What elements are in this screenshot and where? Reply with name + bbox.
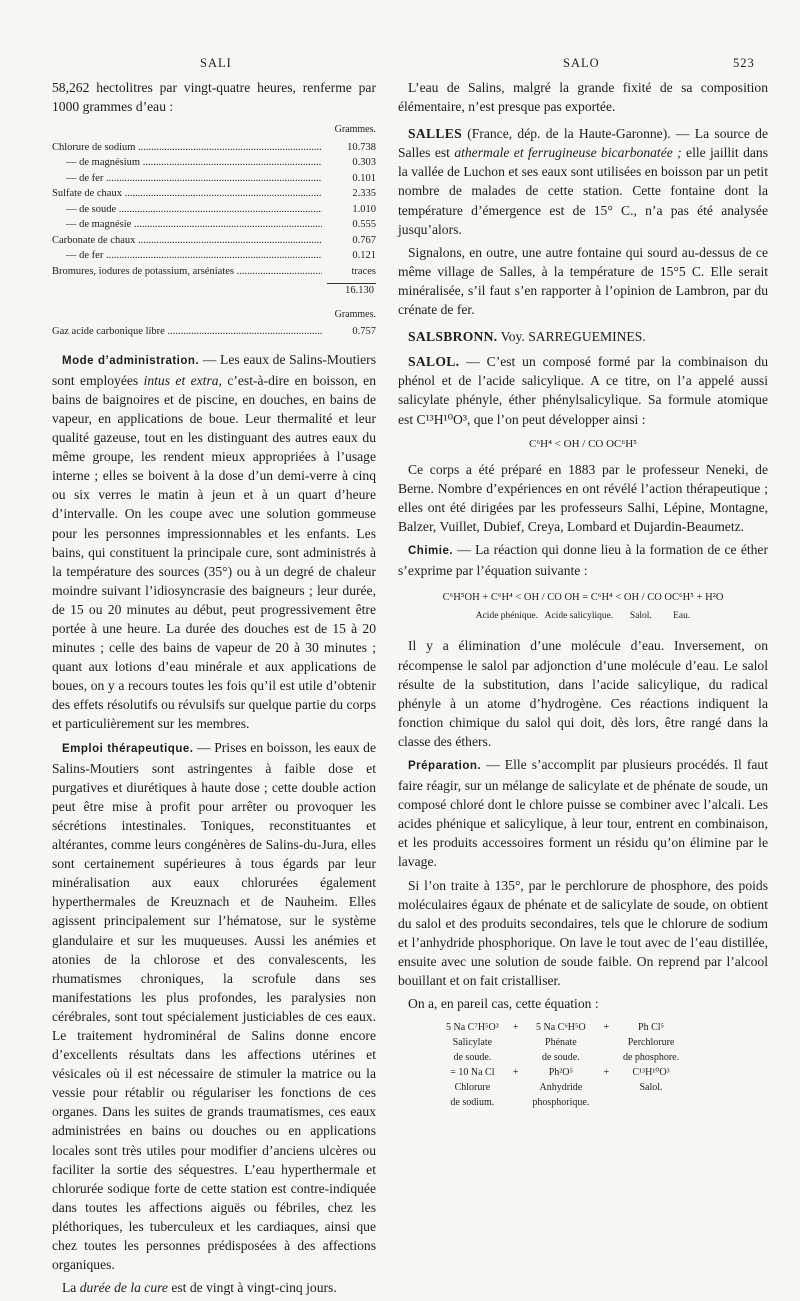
equation-cell: 5 Na C⁶H⁵O bbox=[535, 1022, 586, 1034]
table-row-value: 1.010 bbox=[352, 203, 376, 215]
table-row-value: 0.101 bbox=[352, 172, 376, 184]
salles-emphasis: athermale et ferrugineuse bicarbonatée ; bbox=[454, 145, 682, 161]
equation-labels bbox=[398, 607, 768, 626]
equation-cell: phosphorique. bbox=[532, 1097, 590, 1109]
equation-cell: + bbox=[512, 1022, 519, 1034]
equation-cell: + bbox=[603, 1067, 609, 1079]
table-row bbox=[52, 233, 376, 249]
chimie-text: — La réaction qui donne lieu à la formation de ce éther s’exprime par l’équation suivante : bbox=[398, 542, 768, 579]
neneki-paragraph: Ce corps a été préparé en 1883 par le professeur Neneki, de Berne. Nombre d’expériences en ont révélé l’action thérapeutique ; elles ont été dirigées par les professeurs Salhi, Lépine, Montagne, Balzer, Vuillet, Dubief, Creya, Lombard et Dujardin-Beaumetz. bbox=[398, 461, 768, 534]
equation-row bbox=[440, 1096, 685, 1109]
composition-table bbox=[52, 122, 376, 340]
table-unit: Grammes. bbox=[334, 124, 376, 136]
equation-cell: Salol. bbox=[639, 1082, 663, 1094]
equation-cell: de soude. bbox=[541, 1052, 580, 1064]
table-row-name: — de magnésium ..... bbox=[52, 155, 322, 171]
intro-paragraph: 58,262 hectolitres par vingt-quatre heures, renferme par 1000 grammes d’eau : bbox=[52, 80, 376, 115]
equation-label: Eau. bbox=[673, 611, 691, 622]
equation-cell: 5 Na C⁷H⁵O³ bbox=[446, 1022, 499, 1034]
therapeutic-paragraph bbox=[52, 738, 376, 1275]
equation-cell bbox=[597, 1036, 615, 1049]
cure-text-a: La bbox=[62, 1280, 80, 1296]
salol-entry bbox=[398, 352, 768, 428]
chimie-paragraph bbox=[398, 540, 768, 580]
equation-intro: On a, en pareil cas, cette équation : bbox=[408, 996, 599, 1012]
page-number: 523 bbox=[733, 56, 755, 70]
equation-row bbox=[440, 1066, 685, 1079]
elimination-paragraph: Il y a élimination d’une molécule d’eau. Inversement, on récompense le salol par adjonction d’une molécule d’eau. Le salol résulte de la substitution, dans l’acide salicylique, du radical phényle à un atome d’hydrogène. Ces réactions indiquent la fonction chimique du salol qui doit, dès lors, être rangé dans la classe des éthers. bbox=[398, 638, 768, 749]
table-rows bbox=[52, 140, 376, 280]
administration-heading: Mode d’administration. bbox=[62, 354, 200, 367]
equation-cell: Perchlorure bbox=[627, 1037, 675, 1049]
chimie-heading: Chimie. bbox=[408, 545, 454, 558]
chemical-equation-table bbox=[438, 1019, 687, 1111]
equation-label: Acide phénique. bbox=[475, 611, 538, 622]
table-row bbox=[52, 140, 376, 156]
table-row-value: 0.555 bbox=[352, 219, 376, 231]
equation-cell bbox=[507, 1051, 525, 1064]
equation-cell: = 10 Na Cl bbox=[450, 1067, 495, 1079]
right-column bbox=[398, 78, 768, 1111]
salol-text: — C’est un composé formé par la combinaison du phénol et de l’acide salicylique. A ce titre, on l’a appelé aussi salicylate phényle, éther phénylsalicylique. Sa formule atomique est C¹³H¹⁰O³, que l’on peut développer ainsi : bbox=[398, 354, 768, 427]
table-total bbox=[52, 283, 376, 299]
administration-text-b: c’est-à-dire en boisson, en bains de baignoires et de piscine, en douches, en bains de vapeur, en applications de boue. Leur thermalité et leur qualité gazeuse, tout en les distinguant des autres eaux du même groupe, les rendent mieux appropriées à l’usage interne ; elles se boivent à la dose d’un demi-verre à cinq ou six verres le matin à jeun et à un quart d’heure d’intervalle. On les coupe avec une solution gommeuse pour les personnes impressionnables et les enfants. Les bains, qui constituent la principale cure, sont administrés à la température des sources (35°) ou à un degré de chaleur moindre suivant l’idiosyncrasie des baigneurs ; leur durée, de 15 ou 20 minutes au début, peut progressivement être portée à une heure. La durée des douches est de 15 à 20 minutes ; celle des bains de vapeur de 20 à 30 minutes ; quant aux lotions d’eau minérale et aux applications de boues, on y a recours toutes les fois qu’il est utile d’obtenir des effets résolutifs ou révulsifs sur quelque partie du corps et particulièrement sur les membres. bbox=[52, 372, 376, 732]
equation-row bbox=[440, 1021, 685, 1034]
table-row-value: 0.303 bbox=[352, 157, 376, 169]
table-row bbox=[52, 186, 376, 202]
gas-unit: Grammes. bbox=[334, 308, 376, 320]
table-row bbox=[52, 217, 376, 233]
gas-row bbox=[52, 324, 376, 340]
salles-text-b: elle jaillit dans la vallée de Luchon et ses eaux sont utilisées en boisson par un petit nombre de malades de cette station. Cette fontaine dont la température d’émergence est de 15° C., n’a pas été analysée jusqu’alors. bbox=[398, 145, 768, 237]
salol-heading: SALOL. bbox=[408, 354, 460, 370]
table-row-name: — de soude ..... bbox=[52, 202, 322, 218]
table-row-value: 10.738 bbox=[347, 141, 376, 153]
table-row-value: 0.121 bbox=[352, 250, 376, 262]
salles-entry bbox=[398, 124, 768, 239]
preparation-paragraph bbox=[398, 755, 768, 872]
equation-cell: + bbox=[512, 1067, 519, 1079]
administration-text-a: — Les eaux de Salins-Moutiers sont employées bbox=[52, 351, 376, 388]
equation-cell bbox=[507, 1096, 525, 1109]
equation-cell bbox=[507, 1081, 525, 1094]
preparation-text: — Elle s’accomplit par plusieurs procédés. Il faut faire réagir, sur un mélange de salicylate et de phénate de soude, un composé chloré dont le chlore puisse se combiner avec l’alcali. Les acides phénique et salicylique, à leur tour, entrent en combinaison, et les produits accessoires forment un résidu qu’on élimine par le lavage. bbox=[398, 757, 768, 870]
equation-cell: Salicylate bbox=[452, 1037, 493, 1049]
equation-cell bbox=[597, 1096, 615, 1109]
cure-emphasis: durée de la cure bbox=[79, 1280, 168, 1296]
cure-paragraph bbox=[52, 1278, 376, 1297]
equation-cell: Ph²O⁵ bbox=[548, 1067, 573, 1079]
running-head-right: SALO bbox=[563, 56, 600, 70]
equation-line: C⁶H⁵OH + C⁶H⁴ < OH / CO OH = C⁶H⁴ < OH / CO OC⁶H⁵ + H²O bbox=[442, 592, 724, 604]
equation-cell: de phosphore. bbox=[622, 1052, 680, 1064]
gas-name: Gaz acide carbonique libre ..... bbox=[52, 324, 322, 340]
table-row-value: traces bbox=[351, 265, 376, 277]
equation-row bbox=[440, 1081, 685, 1094]
salsbronn-text: Voy. SARREGUEMINES. bbox=[497, 329, 646, 345]
table-total-value: 16.130 bbox=[327, 283, 376, 296]
equation-label: Salol. bbox=[629, 611, 652, 622]
equation-cell bbox=[597, 1081, 615, 1094]
equation-cell: de soude. bbox=[453, 1052, 492, 1064]
salles-text-a: (France, dép. de la Haute-Garonne). — La source de Salles est bbox=[398, 126, 768, 161]
table-row-value: 2.335 bbox=[352, 188, 376, 200]
salol-formula: C⁶H⁴ < OH / CO OC⁶H⁵ bbox=[528, 437, 638, 450]
equation-cell bbox=[507, 1036, 525, 1049]
preparation-heading: Préparation. bbox=[408, 760, 482, 772]
table-row bbox=[52, 155, 376, 171]
export-paragraph: L’eau de Salins, malgré la grande fixité de sa composition élémentaire, n’est presque pas exportée. bbox=[398, 80, 768, 115]
reaction-equation bbox=[398, 588, 768, 626]
equation-cell bbox=[617, 1096, 685, 1109]
table-row bbox=[52, 264, 376, 280]
equation-cell: + bbox=[603, 1022, 609, 1034]
equation-cell: Chlorure bbox=[454, 1082, 491, 1094]
administration-emphasis: intus et extra, bbox=[143, 372, 222, 388]
table-row-name: Sulfate de chaux ..... bbox=[52, 186, 322, 202]
equation-cell: C¹³H¹⁰O³ bbox=[632, 1067, 670, 1079]
gas-value: 0.757 bbox=[352, 326, 376, 338]
salsbronn-entry bbox=[398, 327, 768, 346]
table-row-name: Chlorure de sodium ..... bbox=[52, 140, 322, 156]
table-row-name: Bromures, iodures de potassium, arséniates ..... bbox=[52, 264, 322, 280]
salles-heading: SALLES bbox=[408, 126, 462, 142]
running-head-left: SALI bbox=[200, 56, 232, 70]
therapeutic-heading: Emploi thérapeutique. bbox=[62, 742, 194, 755]
perchlorure-paragraph: Si l’on traite à 135°, par le perchlorure de phosphore, des poids moléculaires égaux de phénate et de salicylate de soude, on obtient du salol et des produits secondaires, tels que le chlorure de sodium et l’anhydride phosphorique. On lave le tout avec de l’eau distillée, ensuite avec une solution de soude faible. On reprend par l’alcool bouillant et on fait cristalliser. bbox=[398, 877, 768, 989]
therapeutic-text: — Prises en boisson, les eaux de Salins-Moutiers sont astringentes à faible dose et purgatives et diurétiques à haute dose ; cette double action peut être mise à profit pour arrêter ou provoquer les sécrétions intestinales. Toniques, reconstituantes et altérantes, comme leurs congénères de Salins-du-Jura, elles sont certainement supérieures à tous égards par leur minéralisation aux eaux chlorurées également hyperthermales de Kreuznach et de Nauheim. Elles agissent principalement sur l’hématose, sur le système glandulaire et sur les muqueuses. Aussi les anémies et atonies de la chlorose et des convalescents, les rhumatismes chroniques, la scrofule dans ses manifestations les plus profondes, les paralysies non cérébrales, sont tout spécialement justiciables de ces eaux. Le traitement hydrominéral de Salins donne encore d’excellents résultats dans les affections utérines et vésicales où il est nécessaire de stimuler la matrice ou la vessie pour rétablir ou régulariser les fonctions de ces organes. Dans les suites de grands traumatismes, ces eaux administrées en bains ou douches ou en applications locales sont très utiles pour modifier d’anciens ulcères ou faciliter la sortie des séquestres. L’eau hyperthermale et chlorurée sodique forte de cette station est contre-indiquée dans toutes les affections aiguës ou fébriles, chez les pléthoriques, les tuberculeux et les cardiaques, ainsi que chez toutes les personnes prédisposées à des affections organiques. bbox=[52, 739, 376, 1273]
table-row-name: — de magnésie ..... bbox=[52, 217, 322, 233]
salsbronn-heading: SALSBRONN. bbox=[408, 329, 498, 345]
equation-row bbox=[440, 1051, 685, 1064]
table-row-name: — de fer ..... bbox=[52, 248, 322, 264]
equation-cell: Phénate bbox=[545, 1037, 577, 1049]
administration-paragraph bbox=[52, 350, 376, 734]
equation-label: Acide salicylique. bbox=[544, 611, 614, 622]
cure-text-b: est de vingt à vingt-cinq jours. bbox=[167, 1280, 337, 1296]
table-row bbox=[52, 202, 376, 218]
table-row-name: Carbonate de chaux ..... bbox=[52, 233, 322, 249]
equation-cell: Anhydride bbox=[539, 1082, 583, 1094]
equation-row bbox=[440, 1036, 685, 1049]
table-row-value: 0.767 bbox=[352, 234, 376, 246]
equation-cell: de sodium. bbox=[450, 1097, 495, 1109]
table-row-name: — de fer ..... bbox=[52, 171, 322, 187]
salles-second-paragraph: Signalons, en outre, une autre fontaine qui sourd au-dessus de ce même village de Salles, à la température de 15°5 C. Elle serait minéralisée, s’il faut s’en rapporter à l’opinion de Lambron, par du crénate de fer. bbox=[398, 244, 768, 318]
equation-cell bbox=[597, 1051, 615, 1064]
table-row bbox=[52, 171, 376, 187]
table-row bbox=[52, 248, 376, 264]
left-column bbox=[52, 78, 376, 1301]
equation-cell: Ph Cl⁵ bbox=[638, 1022, 665, 1034]
